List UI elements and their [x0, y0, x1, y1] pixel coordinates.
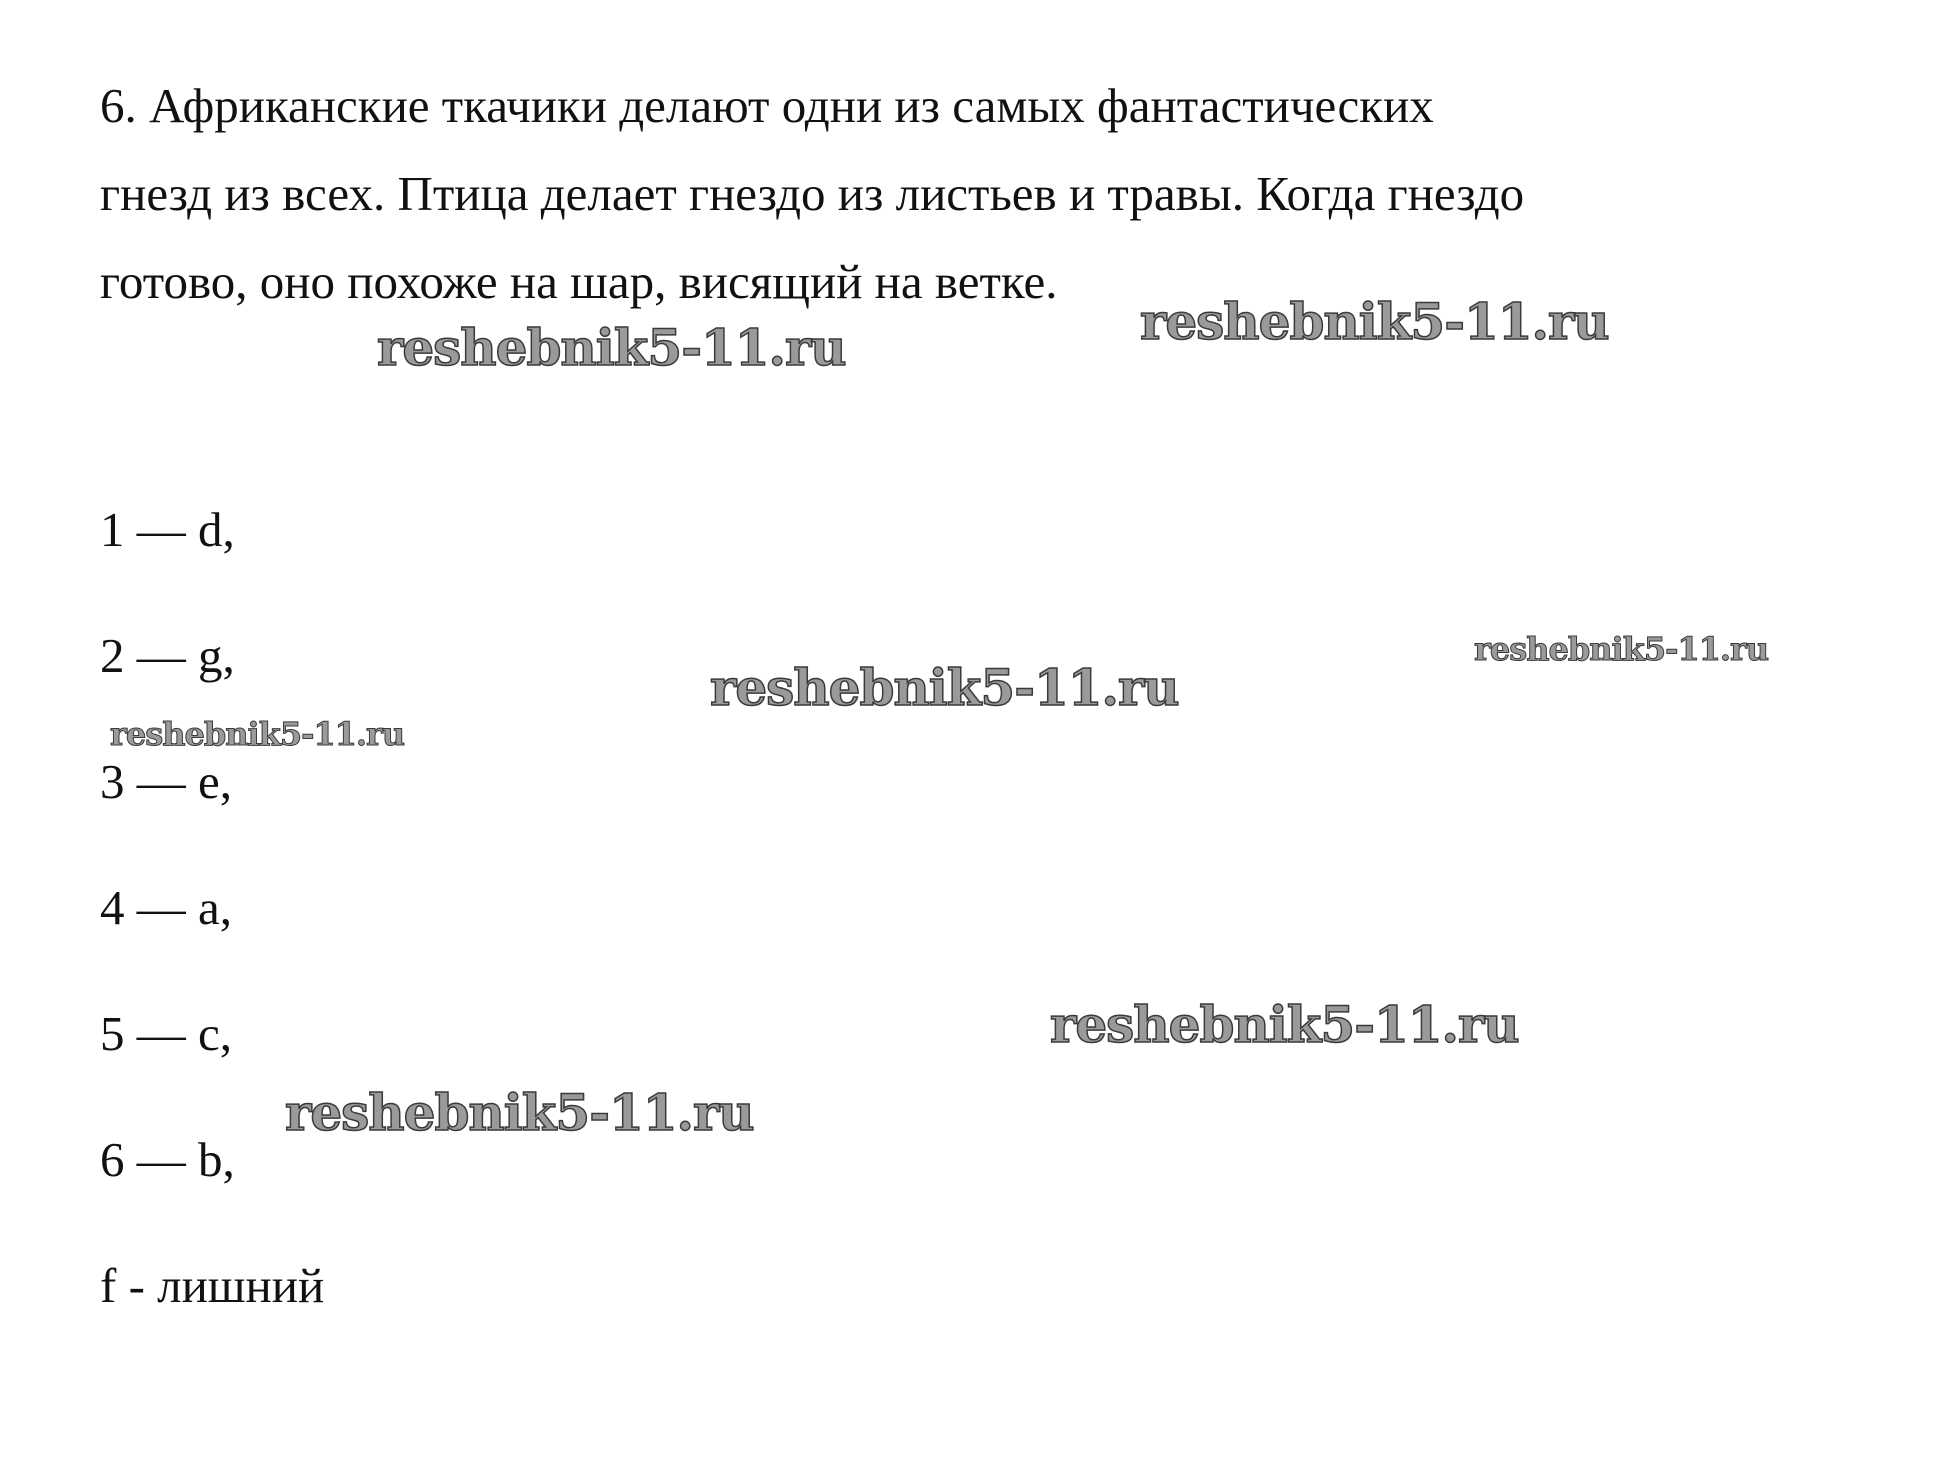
watermark: reshebnik5-11.ru	[110, 715, 405, 753]
watermark: reshebnik5-11.ru	[1140, 292, 1609, 351]
answer-item: 6 — b,	[100, 1132, 235, 1187]
watermark: reshebnik5-11.ru	[285, 1083, 754, 1142]
watermark: reshebnik5-11.ru	[710, 658, 1179, 717]
answer-item: 2 — g,	[100, 628, 235, 683]
answer-item: 5 — c,	[100, 1006, 232, 1061]
answer-item: 1 — d,	[100, 502, 235, 557]
text-line: 6. Африканские ткачики делают одни из самых фантастических	[100, 78, 1434, 133]
answer-extra: f - лишний	[100, 1258, 325, 1313]
text-line: гнезд из всех. Птица делает гнездо из листьев и травы. Когда гнездо	[100, 166, 1525, 221]
answer-item: 4 — a,	[100, 880, 232, 935]
watermark: reshebnik5-11.ru	[377, 318, 846, 377]
watermark: reshebnik5-11.ru	[1050, 995, 1519, 1054]
watermark: reshebnik5-11.ru	[1474, 630, 1769, 668]
text-line: готово, оно похоже на шар, висящий на ветке.	[100, 254, 1058, 309]
answer-item: 3 — e,	[100, 754, 232, 809]
